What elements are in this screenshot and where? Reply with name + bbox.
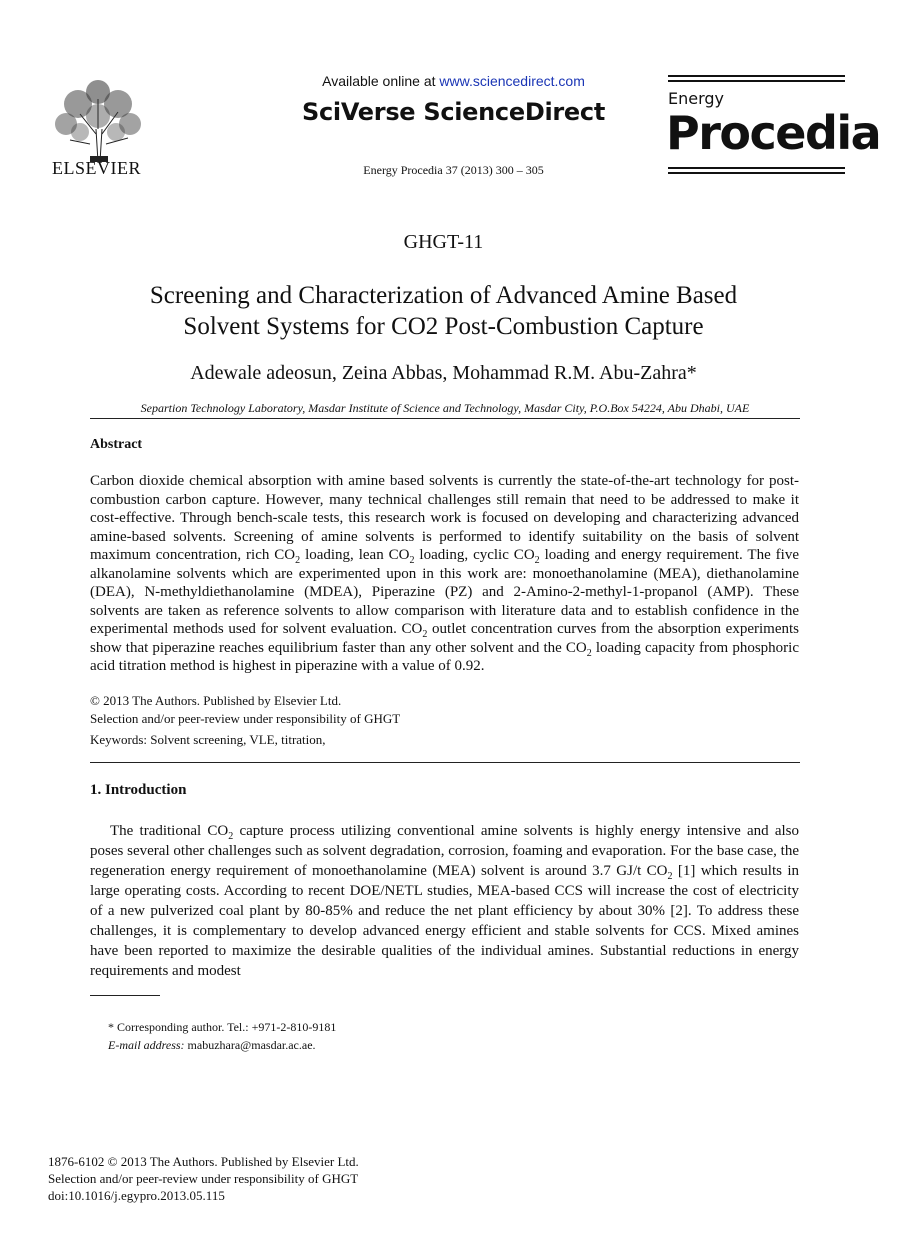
abstract-text: Carbon dioxide chemical absorption with amine based solvents is currently the state-of-the-art technology for post-combustion carbon capture. However, many technical challenges still remain that need to be addressed to make it cost-effective. Through bench-scale tests, this research work is focused on developing and characterizing advanced amine-based solvents. Screening of amine solvents is performed to identify suitability on the basis of solvent maximum concentration, rich $CO_2$ loading, lean $CO_2$ loading, cyclic $CO_2$ loading and energy requirement. The five alkanolamine solvents which are experimented upon in this work are: monoethanolamine (MEA), diethanolamine (DEA), N-methyldiethanolamine (MDEA), Piperazine (PZ) and 2-Amino-2-methyl-1-propanol (AMP). These solvents are taken as reference solvents to allow comparison with literature data and to establish confidence in the experimental methods used for solvent evaluation. $CO_2$ outlet concentration curves from the absorption experiments show that piperazine reaches equilibrium faster than any other solvent and the $CO_2$ loading capacity from phosphoric acid titration method is highest in piperazine with a value of 0.92. [90, 473, 799, 674]
abstract-heading: Abstract [90, 437, 143, 452]
email-line: E-mail address: mabuzhara@masdar.ac.ae. [108, 1038, 316, 1052]
affiliation: Separtion Technology Laboratory, Masdar Institute of Science and Technology, Masdar City, P.O.Box 54224, Abu Dhabi, UAE [140, 401, 750, 415]
conference-name: GHGT-11 [403, 231, 484, 253]
keywords: Keywords: Solvent screening, VLE, titration, [90, 732, 326, 747]
intro-heading: 1. Introduction [90, 782, 187, 798]
intro-text: The traditional $CO_2$ capture process utilizing conventional amine solvents is highly energy intensive and also poses several other challenges such as solvent degradation, corrosion, foaming and evaporation. For the base case, the regeneration energy requirement of monoethanolamine (MEA) solvent is around 3.7 GJ/t $CO_2$ [1] which results in large operating costs. According to recent DOE/NETL studies, MEA-based CCS will increase the cost of electricity of a new pulverized coal plant by 80-85% and reduce the net plant efficiency by about 30% [2]. To address these challenges, it is complementary to develop advanced energy efficient and stable solvents for CCS. Mixed amines have been reported to maximize the desirable qualities of the individual amines. Substantial reductions in energy requirements and modest [90, 823, 800, 979]
footer-review: Selection and/or peer-review under responsibility of GHGT [48, 1171, 359, 1186]
sciencedirect-link[interactable]: www.sciencedirect.com [439, 73, 585, 89]
divider-top [90, 418, 800, 419]
footer-issn: 1876-6102 © 2013 The Authors. Published by Elsevier Ltd. [48, 1154, 359, 1169]
peer-review-notice: Selection and/or peer-review under responsibility of GHGT [90, 711, 401, 726]
available-prefix: Available online at [322, 73, 440, 89]
corresponding-author: * Corresponding author. Tel.: +971-2-810-9181 [108, 1020, 337, 1034]
footer-doi: doi:10.1016/j.egypro.2013.05.115 [48, 1188, 225, 1203]
author-list: Adewale adeosun, Zeina Abbas, Mohammad R.M. Abu-Zahra* [190, 362, 697, 384]
publisher-name: ELSEVIER [52, 158, 141, 178]
procedia-bottom-lines [668, 167, 845, 177]
footnote-rule [90, 995, 160, 996]
copyright-notice: © 2013 The Authors. Published by Elsevier Ltd. [90, 693, 342, 708]
divider-abstract [90, 762, 800, 763]
journal-reference: Energy Procedia 37 (2013) 300 – 305 [363, 163, 544, 177]
platform-logo: SciVerse ScienceDirect [302, 98, 605, 126]
journal-logo-energy: Energy [668, 89, 725, 108]
title-line-2: Solvent Systems for CO2 Post-Combustion Capture [183, 313, 704, 340]
paper-title [60, 280, 827, 342]
title-line-1: Screening and Characterization of Advanced Amine Based [149, 282, 738, 309]
journal-logo-procedia: Procedia [666, 106, 881, 160]
procedia-top-lines [668, 75, 845, 85]
